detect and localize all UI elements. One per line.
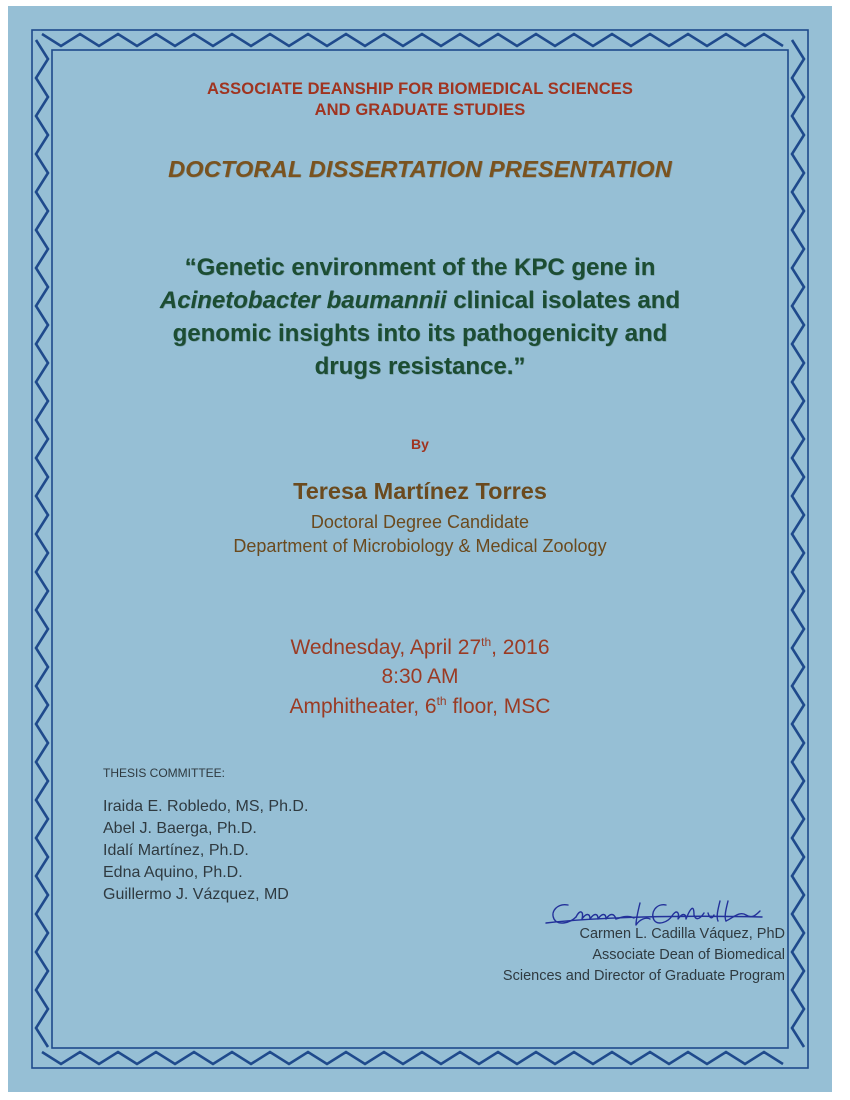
event-location-prefix: Amphitheater, 6 (289, 695, 437, 718)
committee-member: Abel J. Baerga, Ph.D. (103, 820, 257, 837)
committee-list (103, 796, 308, 906)
committee-member: Guillermo J. Vázquez, MD (103, 886, 289, 903)
dissertation-title-line-3: genomic insights into its pathogenicity and (172, 320, 668, 347)
dissertation-title-line-2 (8, 285, 832, 317)
signatory-title-line-1: Associate Dean of Biomedical (592, 947, 785, 963)
header-line-1: ASSOCIATE DEANSHIP FOR BIOMEDICAL SCIENCES (207, 80, 633, 98)
signatory-name: Carmen L. Cadilla Váquez, PhD (579, 926, 785, 942)
dissertation-title-line-1: “Genetic environment of the KPC gene in (184, 254, 656, 281)
committee-heading: THESIS COMMITTEE: (103, 766, 226, 780)
header-line-2: AND GRADUATE STUDIES (314, 101, 526, 119)
event-time: 8:30 AM (381, 665, 459, 688)
event-location-ordinal: th (436, 694, 447, 708)
event-location-suffix: floor, MSC (446, 695, 551, 718)
flyer-paper (8, 6, 832, 1092)
by-label: By (411, 436, 429, 452)
committee-member: Iraida E. Robledo, MS, Ph.D. (103, 798, 309, 815)
organism-name: Acinetobacter baumannii (159, 287, 447, 314)
dissertation-title-line-4: drugs resistance.” (314, 353, 526, 380)
event-location (8, 694, 832, 719)
presenter-department: Department of Microbiology & Medical Zoology (233, 536, 607, 556)
committee-member: Edna Aquino, Ph.D. (103, 864, 243, 881)
event-date-suffix: , 2016 (491, 636, 550, 659)
committee-member: Idalí Martínez, Ph.D. (103, 842, 249, 859)
signatory-title-line-2: Sciences and Director of Graduate Program (502, 968, 785, 984)
document-title: DOCTORAL DISSERTATION PRESENTATION (168, 156, 672, 182)
event-date-prefix: Wednesday, April 27 (290, 636, 482, 659)
presenter-role: Doctoral Degree Candidate (310, 512, 530, 532)
presenter-name: Teresa Martínez Torres (293, 478, 547, 504)
dissertation-title-line-2-rest: clinical isolates and (446, 287, 681, 314)
event-date (8, 635, 832, 660)
event-date-ordinal: th (481, 635, 492, 649)
